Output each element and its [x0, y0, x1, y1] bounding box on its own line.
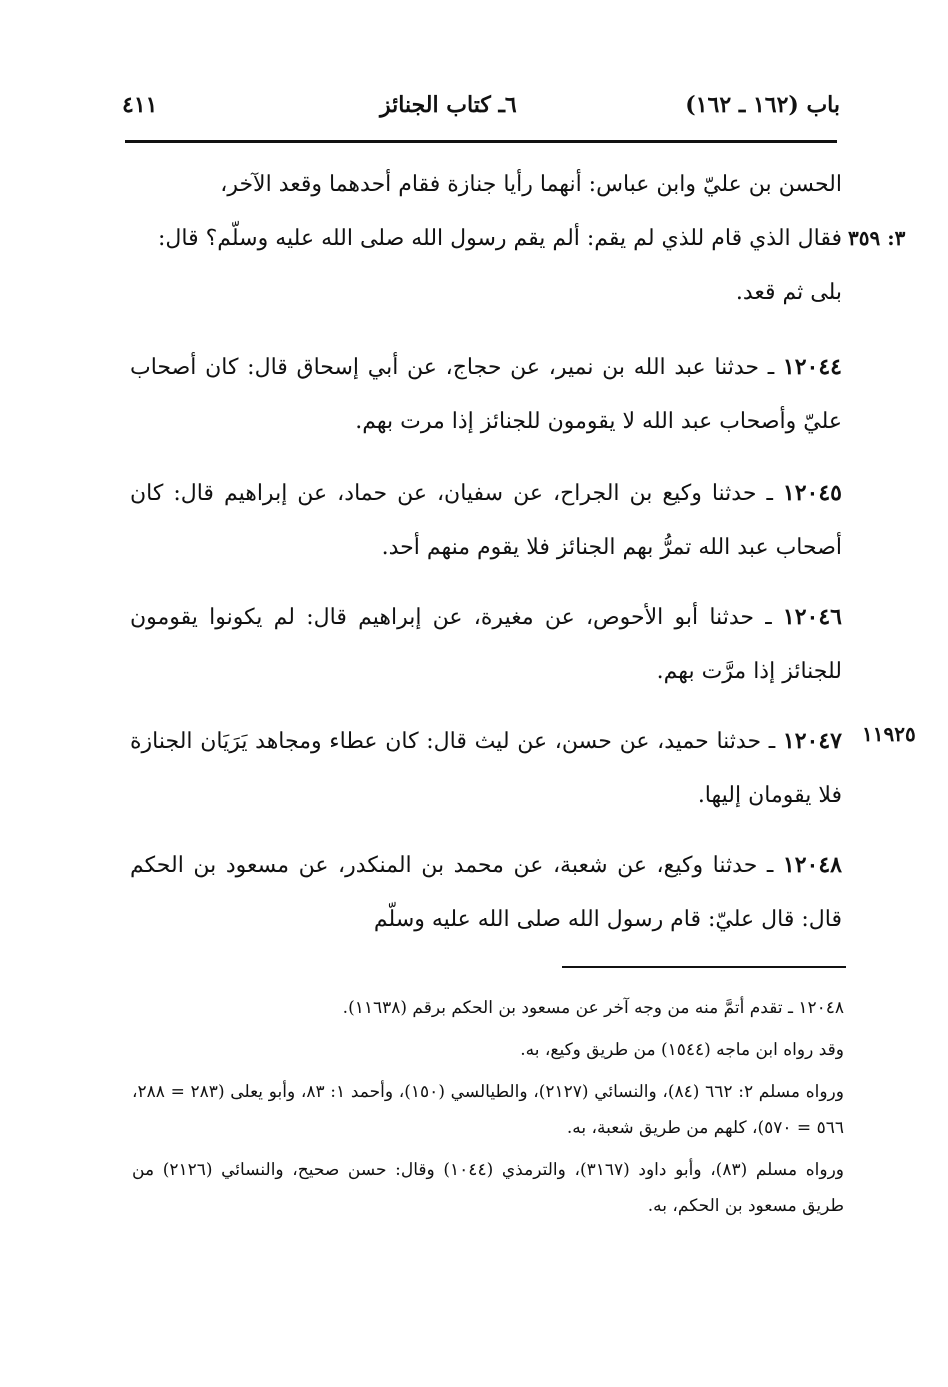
hadith-text: ـ حدثنا أبو الأحوص، عن مغيرة، عن إبراهيم قال: لم يكونوا يقومون للجنائز إذا مرَّت بهم. [130, 605, 842, 684]
hadith-text: ـ حدثنا عبد الله بن نمير، عن حجاج، عن أبي إسحاق قال: كان أصحاب عليّ وأصحاب عبد الله لا يقومون للجنائز إذا مرت بهم. [130, 355, 842, 434]
footnote: ورواه مسلم (٨٣)، وأبو داود (٣١٦٧)، والترمذي (١٠٤٤) وقال: حسن صحيح، والنسائي (٢١٢٦) من طريق مسعود بن الحكم، به. [132, 1160, 844, 1216]
chapter-range: باب (١٦٢ ـ ١٦٢) [685, 92, 840, 118]
hadith-number: ١٢٠٤٦ [782, 604, 842, 630]
hadith-12048 [130, 838, 842, 947]
hadith-text: ـ حدثنا وكيع، عن شعبة، عن محمد بن المنكدر، عن مسعود بن الحكم قال: قال عليّ: قام رسول الله صلى الله عليه وسلّم [130, 853, 842, 932]
intro-line: بلى ثم قعد. [735, 280, 842, 305]
footnote: وقد رواه ابن ماجه (١٥٤٤) من طريق وكيع، به. [520, 1040, 844, 1060]
hadith-number: ١٢٠٤٤ [782, 354, 842, 380]
hadith-number: ١٢٠٤٨ [782, 852, 842, 878]
book-title: ٦ـ كتاب الجنائز [380, 92, 517, 118]
hadith-12046 [130, 590, 842, 699]
hadith-12045 [130, 466, 842, 575]
page-number: ٤١١ [122, 92, 158, 118]
intro-line: فقال الذي قام للذي لم يقم: ألم يقم رسول الله صلى الله عليه وسلّم؟ قال: [157, 226, 842, 251]
hadith-number: ١٢٠٤٧ [782, 728, 842, 754]
margin-ref-number: ١١٩٢٥ [862, 722, 916, 746]
intro-line: الحسن بن عليّ وابن عباس: أنهما رأيا جنازة فقام أحدهما وقعد الآخر، [220, 172, 842, 197]
header-rule [125, 140, 837, 143]
hadith-12044 [130, 340, 842, 449]
margin-ref-musnad: ٣: ٣٥٩ [848, 226, 906, 250]
hadith-number: ١٢٠٤٥ [782, 480, 842, 506]
hadith-text: ـ حدثنا وكيع بن الجراح، عن سفيان، عن حماد، عن إبراهيم قال: كان أصحاب عبد الله تمرُّ بهم الجنائز فلا يقوم منهم أحد. [130, 481, 842, 560]
hadith-12047 [130, 714, 842, 823]
footnotes [132, 990, 844, 1224]
intro-paragraph [130, 158, 842, 320]
footnote: ورواه مسلم ٢: ٦٦٢ (٨٤)، والنسائي (٢١٢٧)، والطيالسي (١٥٠)، وأحمد ١: ٨٣، وأبو يعلى (٢٨٣ = ٢٨٨، ٥٦٦ = ٥٧٠)، كلهم من طريق شعبة، به. [132, 1082, 844, 1138]
hadith-text: ـ حدثنا حميد، عن حسن، عن ليث قال: كان عطاء ومجاهد يَرَيَان الجنازة فلا يقومان إليها. [130, 729, 842, 808]
footnote-rule [562, 966, 846, 968]
footnote: ١٢٠٤٨ ـ تقدم أتمَّ منه من وجه آخر عن مسعود بن الحكم برقم (١١٦٣٨). [342, 998, 844, 1018]
